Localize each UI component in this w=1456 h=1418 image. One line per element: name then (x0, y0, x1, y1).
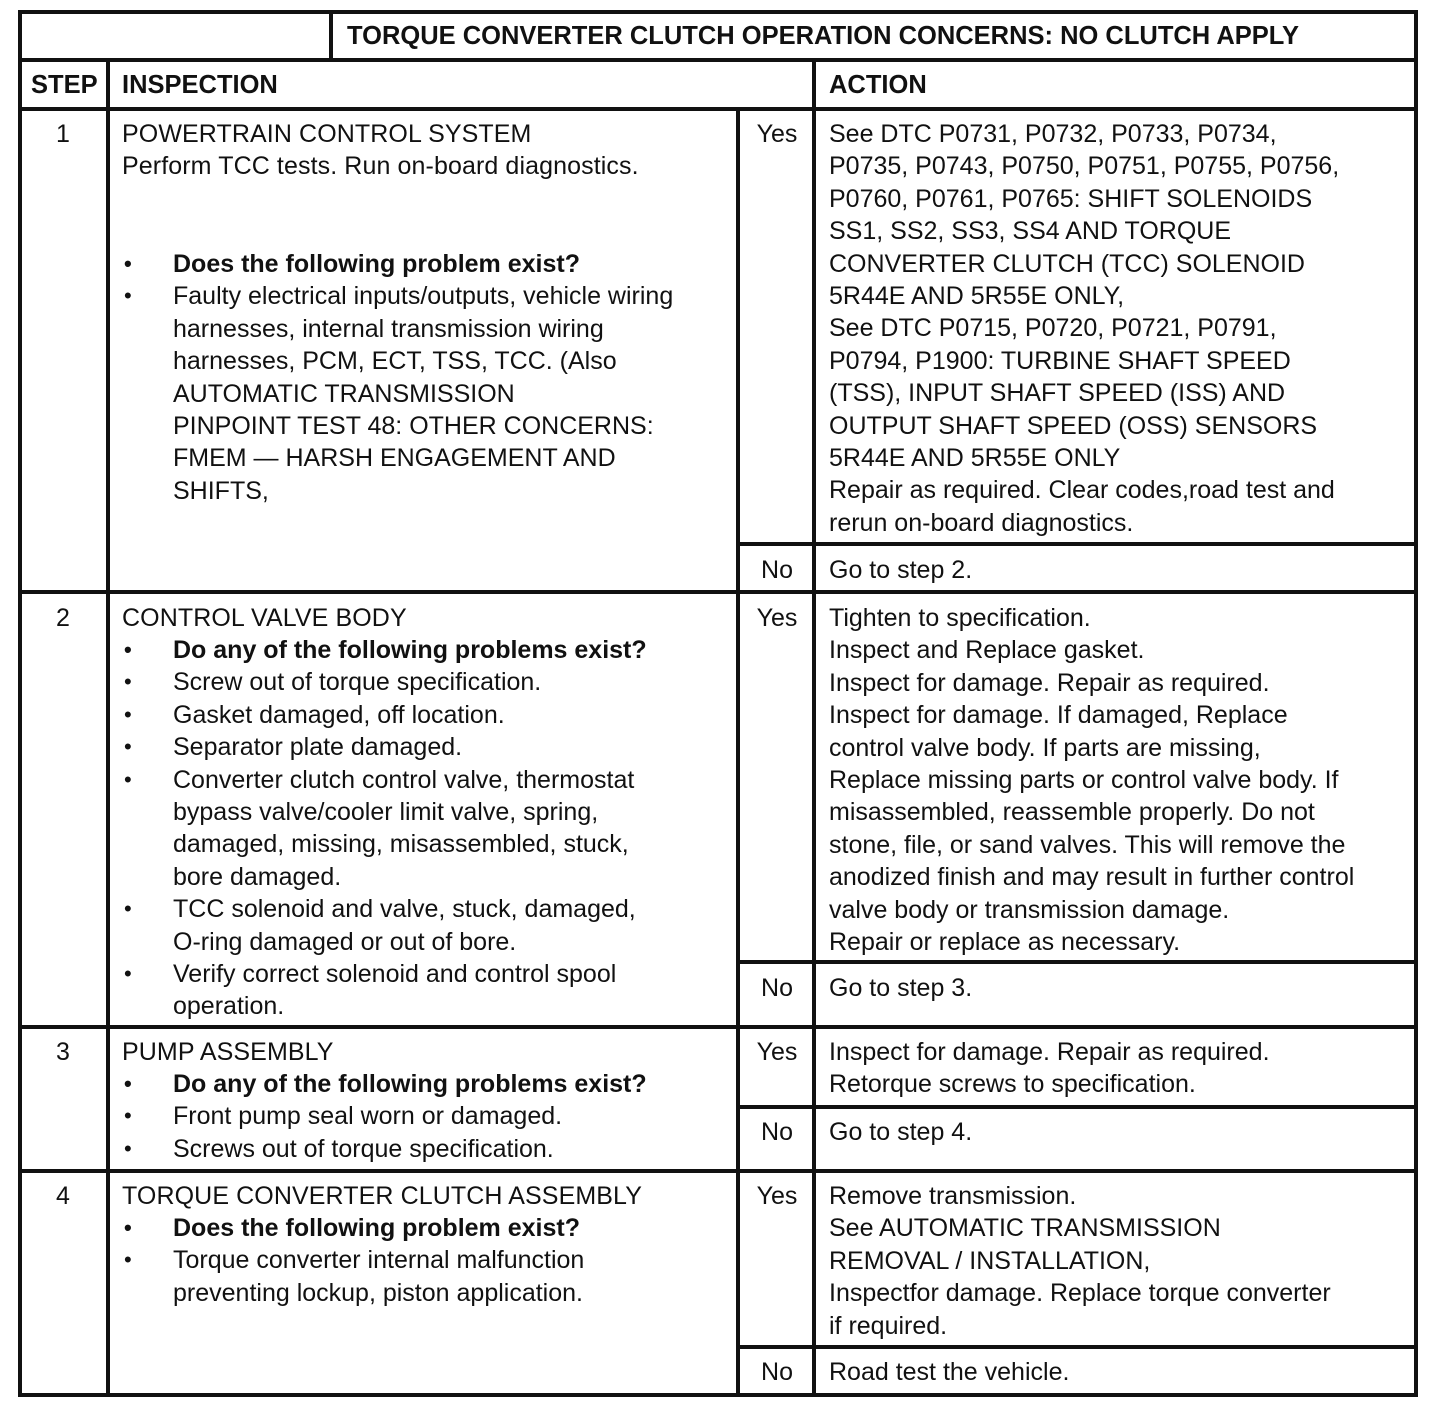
rule-step4-yes-no (738, 1345, 1418, 1349)
yes-label: Yes (756, 604, 798, 632)
yes-action: Tighten to specification. Inspect and Replace gasket. Inspect for damage. Repair as required. Inspect for damage. If damaged, Replace control valve body. If parts are missing, Replace missing parts or control valve body. If misassembled, reassemble properly. Do not stone, file, or sand valves. This will remove the anodized finish and may result in further control valve body or transmission damage. Repair or replace as necessary. (829, 604, 1355, 957)
inspection-item: • Verify correct solenoid and control spool operation. (122, 958, 647, 1023)
step-number: 1 (56, 120, 70, 148)
inspection-list (122, 248, 673, 507)
inspection-list (122, 1212, 584, 1309)
border-top (18, 10, 1418, 14)
step-heading: CONTROL VALVE BODY (122, 604, 407, 632)
inspection-item: • TCC solenoid and valve, stuck, damaged, O-ring damaged or out of bore. (122, 893, 647, 958)
inspection-item: • Faulty electrical inputs/outputs, vehicle wiring harnesses, internal transmission wiring harnesses, PCM, ECT, TSS, TCC. (Also AUTOMATIC TRANSMISSION PINPOINT TEST 48: OTHER CONCERNS: FMEM — HARSH ENGAGEMENT AND SHIFTS, (122, 280, 673, 507)
yes-action: Remove transmission. See AUTOMATIC TRANSMISSION REMOVAL / INSTALLATION, Inspectfor damage. Replace torque converter if required. (829, 1182, 1331, 1340)
border-right (1414, 10, 1418, 1397)
border-bottom (18, 1393, 1418, 1397)
rule-step2-bottom (18, 1025, 1418, 1029)
rule-step3-yes-no (738, 1105, 1418, 1109)
rule-step1-yes-no (738, 542, 1418, 546)
no-action: Go to step 3. (829, 974, 973, 1002)
no-label: No (761, 1118, 793, 1146)
inspection-item: • Screws out of torque specification. (122, 1133, 647, 1165)
yes-label: Yes (756, 1038, 798, 1066)
step-number: 3 (56, 1038, 70, 1066)
inspection-item: • Torque converter internal malfunction preventing lockup, piston application. (122, 1244, 584, 1309)
yes-label: Yes (756, 1182, 798, 1210)
step-intro: Perform TCC tests. Run on-board diagnostics. (122, 152, 639, 180)
yes-label: Yes (756, 120, 798, 148)
inspection-question: • Do any of the following problems exist? (122, 1068, 647, 1100)
step-heading: PUMP ASSEMBLY (122, 1038, 334, 1066)
inspection-question: • Do any of the following problems exist? (122, 634, 647, 666)
inspection-item: • Screw out of torque specification. (122, 666, 647, 698)
inspection-list (122, 634, 647, 1023)
no-action: Go to step 4. (829, 1118, 973, 1146)
inspection-question: • Does the following problem exist? (122, 1212, 584, 1244)
rule-header-bottom (18, 107, 1418, 111)
header-action: ACTION (829, 71, 927, 99)
step-number: 2 (56, 604, 70, 632)
no-action: Go to step 2. (829, 556, 973, 584)
inspection-item: • Converter clutch control valve, thermostat bypass valve/cooler limit valve, spring, damaged, missing, misassembled, stuck, bore damaged. (122, 764, 647, 894)
no-label: No (761, 974, 793, 1002)
rule-title-bottom (18, 58, 1418, 62)
no-label: No (761, 1358, 793, 1386)
inspection-item: • Separator plate damaged. (122, 731, 647, 763)
header-inspection: INSPECTION (122, 71, 278, 99)
header-step: STEP (31, 71, 98, 99)
table-title: TORQUE CONVERTER CLUTCH OPERATION CONCERNS: NO CLUTCH APPLY (347, 22, 1300, 50)
yes-action: Inspect for damage. Repair as required. Retorque screws to specification. (829, 1038, 1270, 1099)
no-label: No (761, 556, 793, 584)
no-action: Road test the vehicle. (829, 1358, 1070, 1386)
inspection-question: • Does the following problem exist? (122, 248, 673, 280)
step-heading: POWERTRAIN CONTROL SYSTEM (122, 120, 532, 148)
rule-step2-yes-no (738, 960, 1418, 964)
step-number: 4 (56, 1182, 70, 1210)
inspection-list (122, 1068, 647, 1165)
inspection-item: • Gasket damaged, off location. (122, 699, 647, 731)
yes-action: See DTC P0731, P0732, P0733, P0734, P0735, P0743, P0750, P0751, P0755, P0756, P0760, P0761, P0765: SHIFT SOLENOIDS SS1, SS2, SS3, SS4 AND TORQUE CONVERTER CLUTCH (TCC) SOLENOID 5R44E AND 5R55E ONLY, See DTC P0715, P0720, P0721, P0791, P0794, P1900: TURBINE SHAFT SPEED (TSS), INPUT SHAFT SPEED (ISS) AND OUTPUT SHAFT SPEED (OSS) SENSORS 5R44E AND 5R55E ONLY Repair as required. Clear codes,road test and rerun on-board diagnostics. (829, 120, 1340, 537)
rule-title-divider (329, 10, 333, 62)
rule-step1-bottom (18, 590, 1418, 594)
inspection-item: • Front pump seal worn or damaged. (122, 1100, 647, 1132)
rule-step3-bottom (18, 1169, 1418, 1173)
step-heading: TORQUE CONVERTER CLUTCH ASSEMBLY (122, 1182, 642, 1210)
